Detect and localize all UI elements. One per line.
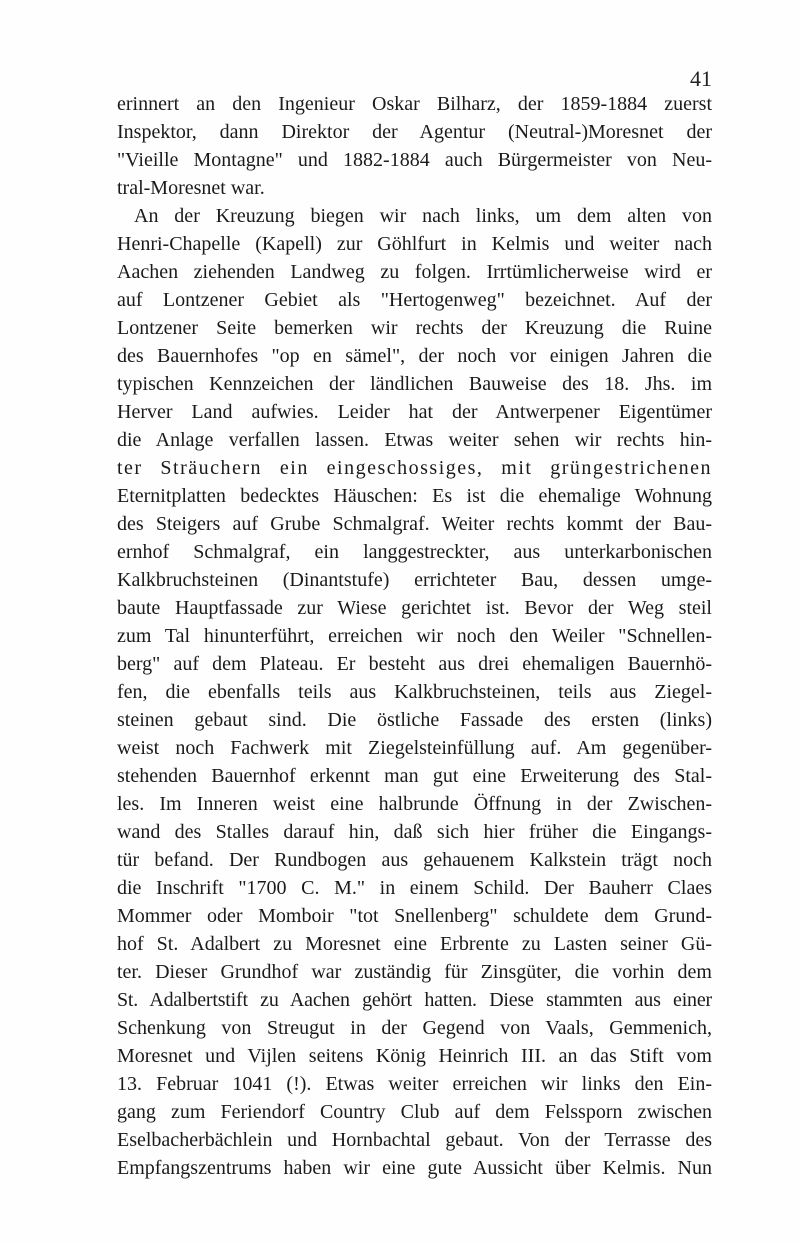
text-line: tral-Moresnet war. [117,177,265,199]
text-line: auf Lontzener Gebiet als "Hertogenweg" bezeichnet. Auf der [117,289,712,311]
text-line: "Vieille Montagne" und 1882-1884 auch Bürgermeister von Neu- [117,149,712,171]
text-line: erinnert an den Ingenieur Oskar Bilharz, der 1859-1884 zuerst [117,93,712,115]
text-line: stehenden Bauernhof erkennt man gut eine Erweiterung des Stal- [117,765,712,787]
text-line: les. Im Inneren weist eine halbrunde Öffnung in der Zwischen- [117,793,712,815]
text-line: die Anlage verfallen lassen. Etwas weiter sehen wir rechts hin- [117,429,712,451]
body-text [117,90,712,1182]
text-line: des Bauernhofes "op en sämel", der noch vor einigen Jahren die [117,345,712,367]
text-line: Henri-Chapelle (Kapell) zur Göhlfurt in Kelmis und weiter nach [117,233,712,255]
text-line: Inspektor, dann Direktor der Agentur (Neutral-)Moresnet der [117,121,712,143]
text-line: Eternitplatten bedecktes Häuschen: Es ist die ehemalige Wohnung [117,485,712,507]
text-line: ter Sträuchern ein eingeschossiges, mit grüngestrichenen [117,457,712,479]
text-line: Empfangszentrums haben wir eine gute Aussicht über Kelmis. Nun [117,1157,712,1179]
text-line: ter. Dieser Grundhof war zuständig für Zinsgüter, die vorhin dem [117,961,712,983]
text-line: Kalkbruchsteinen (Dinantstufe) errichteter Bau, dessen umge- [117,569,712,591]
paragraph-start-line: An der Kreuzung biegen wir nach links, um dem alten von [134,205,712,227]
text-line: 13. Februar 1041 (!). Etwas weiter erreichen wir links den Ein- [117,1073,712,1095]
text-line: des Steigers auf Grube Schmalgraf. Weiter rechts kommt der Bau- [117,513,712,535]
text-line: Eselbacherbächlein und Hornbachtal gebaut. Von der Terrasse des [117,1129,712,1151]
text-line: Mommer oder Momboir "tot Snellenberg" schuldete dem Grund- [117,905,712,927]
text-line: fen, die ebenfalls teils aus Kalkbruchsteinen, teils aus Ziegel- [117,681,712,703]
text-line: St. Adalbertstift zu Aachen gehört hatten. Diese stammten aus einer [117,989,712,1011]
text-line: zum Tal hinunterführt, erreichen wir noch den Weiler "Schnellen- [117,625,712,647]
text-line: hof St. Adalbert zu Moresnet eine Erbrente zu Lasten seiner Gü- [117,933,712,955]
text-line: baute Hauptfassade zur Wiese gerichtet ist. Bevor der Weg steil [117,597,712,619]
page-number: 41 [690,66,712,91]
text-line: weist noch Fachwerk mit Ziegelsteinfüllung auf. Am gegenüber- [117,737,712,759]
text-line: typischen Kennzeichen der ländlichen Bauweise des 18. Jhs. im [117,373,712,395]
text-line: Herver Land aufwies. Leider hat der Antwerpener Eigentümer [117,401,712,423]
text-line: Aachen ziehenden Landweg zu folgen. Irrtümlicherweise wird er [117,261,712,283]
text-line: berg" auf dem Plateau. Er besteht aus drei ehemaligen Bauernhö- [117,653,712,675]
text-line: Schenkung von Streugut in der Gegend von Vaals, Gemmenich, [117,1017,712,1039]
text-line: tür befand. Der Rundbogen aus gehauenem Kalkstein trägt noch [117,849,712,871]
text-line: die Inschrift "1700 C. M." in einem Schild. Der Bauherr Claes [117,877,712,899]
text-line: ernhof Schmalgraf, ein langgestreckter, aus unterkarbonischen [117,541,712,563]
text-line: steinen gebaut sind. Die östliche Fassade des ersten (links) [117,709,712,731]
text-line: wand des Stalles darauf hin, daß sich hier früher die Eingangs- [117,821,712,843]
text-line: gang zum Feriendorf Country Club auf dem Felssporn zwischen [117,1101,712,1123]
text-line: Lontzener Seite bemerken wir rechts der Kreuzung die Ruine [117,317,712,339]
text-line: Moresnet und Vijlen seitens König Heinrich III. an das Stift vom [117,1045,712,1067]
